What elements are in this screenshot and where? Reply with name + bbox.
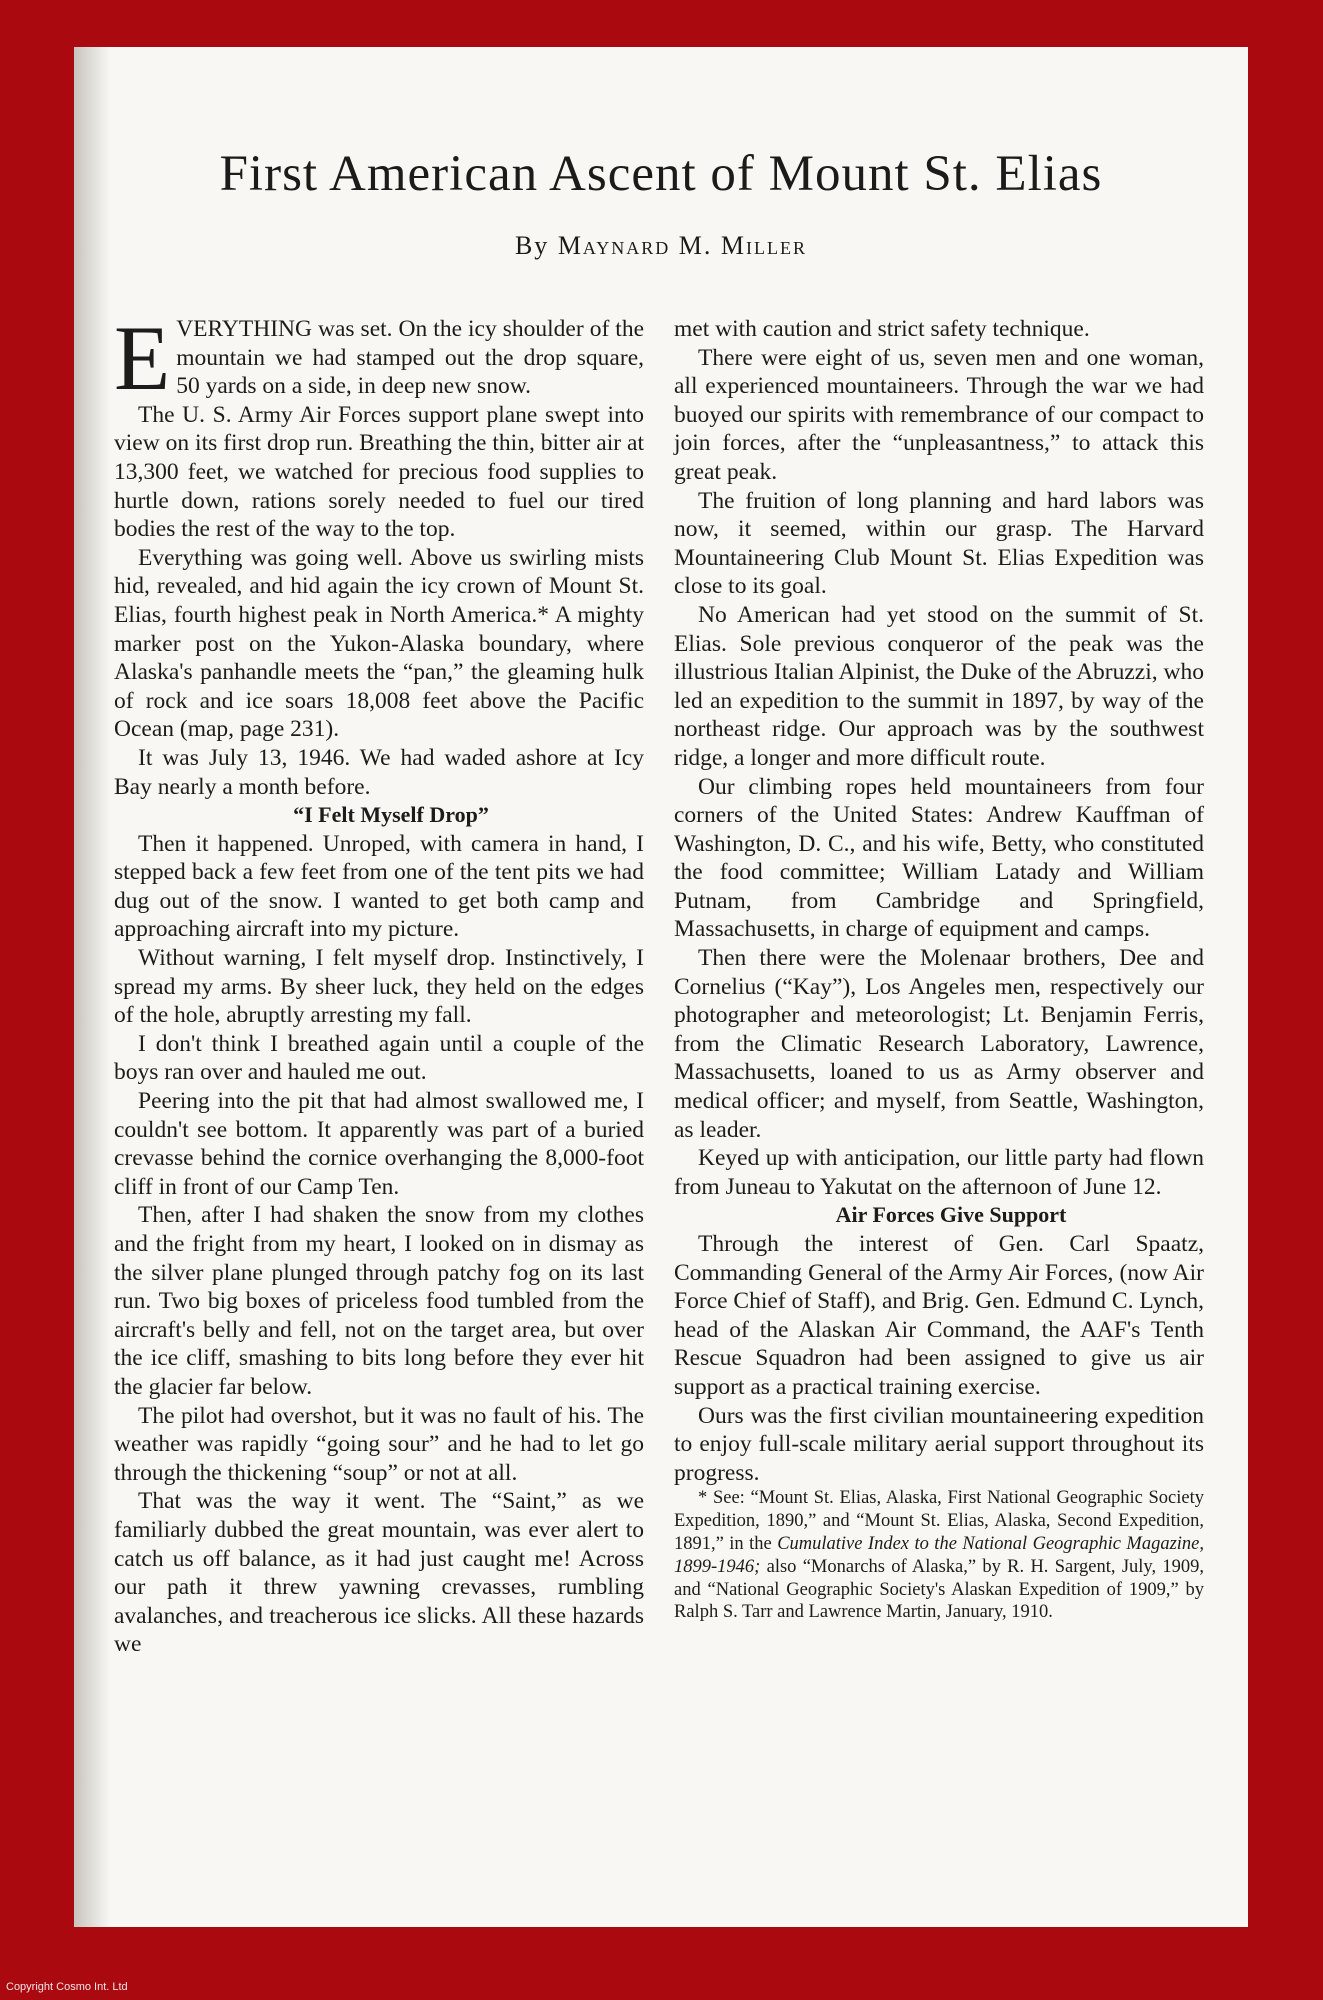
section-heading: Air Forces Give Support	[835, 1202, 1067, 1228]
footnote	[674, 1487, 1204, 1624]
paragraph: Then there were the Molenaar brothers, Dee and Cornelius (“Kay”), Los Angeles men, respectively our photographer and meteorologist; Lt. Benjamin Ferris, from the Climatic Research Laboratory, Lawrence, Massachusetts, loaned to us as Army observer and medical officer; and myself, from Seattle, Washington, as leader.	[674, 945, 1204, 1143]
paragraph: Through the interest of Gen. Carl Spaatz, Commanding General of the Army Air Forces, (now Air Force Chief of Staff), and Brig. Gen. Edmund C. Lynch, head of the Alaskan Air Command, the AAF's Tenth Rescue Squadron had been assigned to give us air support as a practical training exercise.	[674, 1231, 1204, 1400]
footnote-text: * See: “Mount St. Elias, Alaska, First National Geographic Society Expedition, 1890,” and “Mount St. Elias, Alaska, Second Expedition, 1891,” in the	[674, 1488, 1204, 1554]
drop-cap: E	[114, 307, 171, 409]
magazine-page	[74, 47, 1248, 1927]
paragraph: That was the way it went. The “Saint,” as we familiarly dubbed the great mountain, was ever alert to catch us off balance, as it had just caught me! Across our path it threw yawning crevasses, rumbling avalanches, and treacherous ice slicks. All these hazards we	[114, 1488, 644, 1658]
paragraph: Keyed up with anticipation, our little party had flown from Juneau to Yakutat on the afternoon of June 12.	[674, 1145, 1204, 1200]
paragraph: met with caution and strict safety technique.	[674, 316, 1090, 342]
paragraph: No American had yet stood on the summit of St. Elias. Sole previous conqueror of the peak was the illustrious Italian Alpinist, the Duke of the Abruzzi, who led an expedition to the summit in 1897, by way of the northeast ridge. Our approach was by the southwest ridge, a longer and more difficult route.	[674, 601, 1204, 771]
opening-paragraph	[114, 307, 644, 409]
byline-prefix: By	[514, 231, 550, 260]
paragraph: Our climbing ropes held mountaineers from four corners of the United States: Andrew Kauffman of Washington, D. C., and his wife, Betty, who constituted the food committee; William Latady and William Putnam, from Cambridge and Springfield, Massachusetts, in charge of equipment and camps.	[674, 773, 1204, 943]
byline	[74, 231, 1248, 261]
paragraph: The U. S. Army Air Forces support plane swept into view on its first drop run. Breathing the thin, bitter air at 13,300 feet, we watched for precious food supplies to hurtle down, rations sorely needed to fuel our tired bodies the rest of the way to the top.	[114, 401, 644, 543]
paragraph: Then it happened. Unroped, with camera in hand, I stepped back a few feet from one of the tent pits we had dug out of the snow. I wanted to get both camp and approaching aircraft into my picture.	[114, 830, 644, 943]
footnote-text: also “Monarchs of Alaska,” by R. H. Sargent, July, 1909, and “National Geographic Society's Alaskan Expedition of 1909,” by Ralph S. Tarr and Lawrence Martin, January, 1910.	[674, 1556, 1204, 1623]
footnote-citation: Cumulative Index to the National Geographic Magazine, 1899-1946;	[674, 1533, 1204, 1577]
byline-author: Maynard M. Miller	[557, 231, 808, 260]
paragraph: It was July 13, 1946. We had waded ashore at Icy Bay nearly a month before.	[114, 744, 644, 800]
paragraph: Ours was the first civilian mountaineering expedition to enjoy full-scale military aerial support throughout its progress.	[674, 1402, 1204, 1486]
left-column	[114, 307, 644, 1659]
paragraph: Everything was going well. Above us swirling mists hid, revealed, and hid again the icy crown of Mount St. Elias, fourth highest peak in North America.* A mighty marker post on the Yukon-Alaska boundary, where Alaska's panhandle meets the “pan,” the gleaming hulk of rock and ice soars 18,008 feet above the Pacific Ocean (map, page 231).	[114, 544, 644, 743]
paragraph: Peering into the pit that had almost swallowed me, I couldn't see bottom. It apparently was part of a buried crevasse behind the cornice overhanging the 8,000-foot cliff in front of our Camp Ten.	[114, 1088, 644, 1200]
paragraph: Without warning, I felt myself drop. Instinctively, I spread my arms. By sheer luck, they held on the edges of the hole, abruptly arresting my fall.	[114, 945, 644, 1029]
paragraph-text: VERYTHING was set. On the icy shoulder of the mountain we had stamped out the drop square, 50 yards on a side, in deep new snow.	[176, 316, 644, 400]
paragraph: The pilot had overshot, but it was no fault of his. The weather was rapidly “going sour” and he had to let go through the thickening “soup” or not at all.	[114, 1402, 644, 1486]
paragraph: I don't think I breathed again until a couple of the boys ran over and hauled me out.	[114, 1030, 644, 1086]
right-column	[674, 315, 1204, 1624]
paragraph: There were eight of us, seven men and one woman, all experienced mountaineers. Through the war we had buoyed our spirits with remembrance of our compact to join forces, after the “unpleasantness,” to attack this great peak.	[674, 344, 1204, 485]
copyright-watermark: Copyright Cosmo Int. Ltd	[6, 1981, 128, 1993]
paragraph: Then, after I had shaken the snow from my clothes and the fright from my heart, I looked on in dismay as the silver plane plunged through patchy fog on its last run. Two big boxes of priceless food tumbled from the aircraft's belly and fell, not on the target area, but over the ice cliff, smashing to bits long before they ever hit the glacier far below.	[114, 1202, 644, 1400]
paragraph: The fruition of long planning and hard labors was now, it seemed, within our grasp. The Harvard Mountaineering Club Mount St. Elias Expedition was close to its goal.	[674, 487, 1204, 600]
article-title: First American Ascent of Mount St. Elias	[219, 146, 1103, 202]
section-heading: “I Felt Myself Drop”	[293, 802, 489, 828]
